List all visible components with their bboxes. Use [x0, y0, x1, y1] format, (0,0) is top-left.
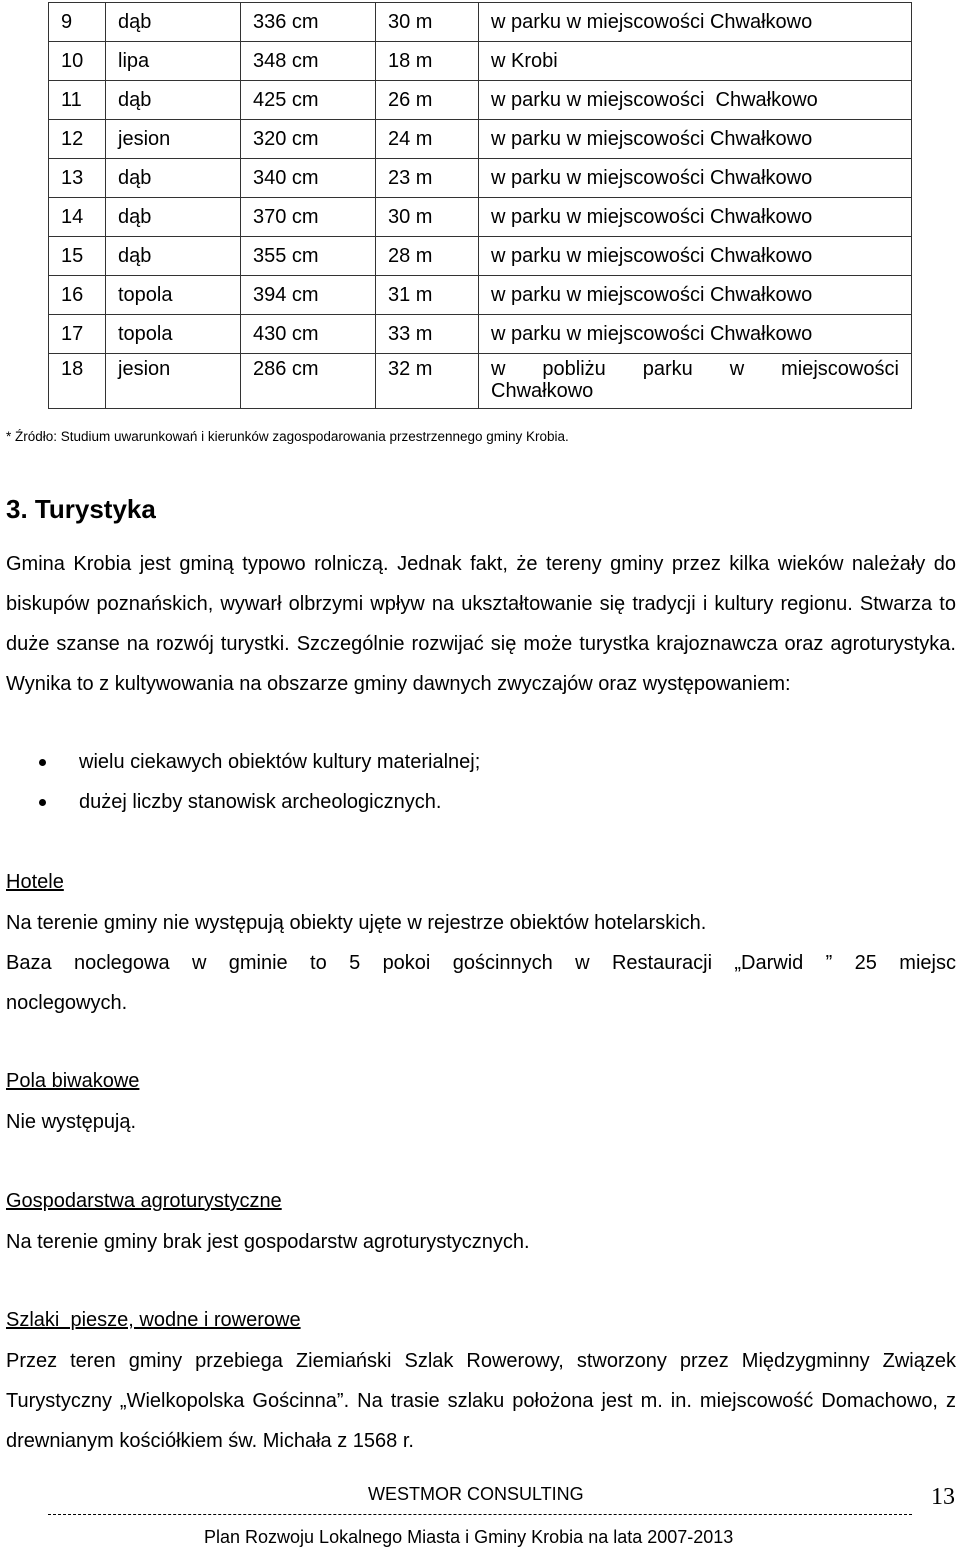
cell-height: 24 m [376, 120, 479, 159]
cell-height: 33 m [376, 315, 479, 354]
word: w [575, 952, 590, 974]
cell-height: 32 m [376, 354, 479, 409]
cell-nr: 11 [49, 81, 106, 120]
cell-circumference: 336 cm [241, 3, 376, 42]
cell-location: w parku w miejscowości Chwałkowo [479, 120, 912, 159]
cell-nr: 9 [49, 3, 106, 42]
word: Restauracji [611, 952, 713, 974]
cell-location: w parku w miejscowości Chwałkowo [479, 315, 912, 354]
intro-paragraph: Gmina Krobia jest gminą typowo rolniczą. Jednak fakt, że tereny gminy przez kilka wieków należały do biskupów poznańskich, wywarł olbrzymi wpływ na ukształtowanie się tradycji i kultury regionu. Stwarza to duże szanse na rozwój turystki. Szczególnie rozwijać się może turystka krajoznawcza oraz agroturystyka. Wynika to z kultywowania na obszarze gminy dawnych zwyczajów oraz występowaniem: [6, 553, 956, 695]
trails-heading: Szlaki piesze, wodne i rowerowe [6, 1309, 301, 1331]
cell-height: 30 m [376, 3, 479, 42]
cell-nr: 18 [49, 354, 106, 409]
word: noclegowa [73, 952, 170, 974]
cell-height: 28 m [376, 237, 479, 276]
cell-circumference: 286 cm [241, 354, 376, 409]
cell-circumference: 320 cm [241, 120, 376, 159]
cell-species: jesion [106, 354, 241, 409]
cell-species: dąb [106, 198, 241, 237]
cell-nr: 12 [49, 120, 106, 159]
list-item [0, 742, 480, 782]
word: gościnnych [452, 952, 553, 974]
table-row [49, 354, 912, 409]
agro-heading: Gospodarstwa agroturystyczne [6, 1190, 282, 1212]
agro-text: Na terenie gminy brak jest gospodarstw agroturystycznych. [6, 1231, 530, 1253]
cell-nr: 16 [49, 276, 106, 315]
cell-location [479, 354, 912, 409]
cell-height: 23 m [376, 159, 479, 198]
cell-species: lipa [106, 42, 241, 81]
loc-word: pobliżu [542, 358, 606, 380]
word: w [191, 952, 207, 974]
cell-height: 26 m [376, 81, 479, 120]
table-row [49, 42, 912, 81]
word: ” [825, 952, 833, 974]
cell-nr: 13 [49, 159, 106, 198]
hotels-heading: Hotele [6, 871, 64, 893]
cell-nr: 17 [49, 315, 106, 354]
list-item-text: dużej liczby stanowisk archeologicznych. [79, 791, 442, 813]
cell-height: 18 m [376, 42, 479, 81]
cell-species: topola [106, 276, 241, 315]
table-row [49, 120, 912, 159]
cell-location: w parku w miejscowości Chwałkowo [479, 81, 912, 120]
cell-location: w parku w miejscowości Chwałkowo [479, 159, 912, 198]
trees-table [48, 2, 912, 409]
cell-species: dąb [106, 237, 241, 276]
word: 25 [854, 952, 877, 974]
cell-circumference: 370 cm [241, 198, 376, 237]
cell-location: w Krobi [479, 42, 912, 81]
cell-species: dąb [106, 3, 241, 42]
cell-circumference: 430 cm [241, 315, 376, 354]
camps-text: Nie występują. [6, 1111, 137, 1133]
table-row [49, 3, 912, 42]
cell-height: 31 m [376, 276, 479, 315]
bullet-list [0, 742, 480, 822]
table-row [49, 198, 912, 237]
footer-divider [48, 1514, 912, 1515]
camps-heading: Pola biwakowe [6, 1070, 140, 1092]
table-row [49, 315, 912, 354]
cell-nr: 10 [49, 42, 106, 81]
bullet-icon [39, 759, 46, 766]
section-title: 3. Turystyka [6, 494, 156, 524]
cell-nr: 15 [49, 237, 106, 276]
word: to [310, 952, 327, 974]
hotels-text-2 [6, 943, 956, 983]
word: „Darwid [734, 952, 804, 974]
cell-circumference: 355 cm [241, 237, 376, 276]
word: miejsc [899, 952, 956, 974]
loc-word: parku [642, 358, 693, 380]
list-item-text: wielu ciekawych obiektów kultury materialnej; [79, 751, 481, 773]
word: gminie [228, 952, 288, 974]
cell-species: jesion [106, 120, 241, 159]
cell-height: 30 m [376, 198, 479, 237]
loc-word: w [491, 358, 506, 380]
word: Baza [6, 952, 52, 974]
table-row [49, 81, 912, 120]
cell-species: topola [106, 315, 241, 354]
loc-word: miejscowości [781, 358, 899, 380]
table-row [49, 276, 912, 315]
table-row [49, 237, 912, 276]
cell-circumference: 394 cm [241, 276, 376, 315]
word: pokoi [382, 952, 431, 974]
cell-nr: 14 [49, 198, 106, 237]
cell-location: w parku w miejscowości Chwałkowo [479, 237, 912, 276]
page-number: 13 [931, 1484, 955, 1510]
bullet-icon [39, 799, 46, 806]
footer-brand: WESTMOR CONSULTING [368, 1484, 584, 1504]
table-row [49, 159, 912, 198]
trails-text: Przez teren gminy przebiega Ziemiański Szlak Rowerowy, stworzony przez Międzygminny Związek Turystyczny „Wielkopolska Gościnna”. Na trasie szlaku położona jest m. in. miejscowość Domachowo, z drewnianym kościółkiem św. Michała z 1568 r. [6, 1350, 956, 1452]
cell-location: w parku w miejscowości Chwałkowo [479, 276, 912, 315]
cell-circumference: 425 cm [241, 81, 376, 120]
cell-circumference: 340 cm [241, 159, 376, 198]
cell-location: w parku w miejscowości Chwałkowo [479, 3, 912, 42]
word: 5 [349, 952, 361, 974]
cell-species: dąb [106, 159, 241, 198]
source-note: * Źródło: Studium uwarunkowań i kierunków zagospodarowania przestrzennego gminy Krobia. [6, 429, 569, 444]
hotels-text-1: Na terenie gminy nie występują obiekty ujęte w rejestrze obiektów hotelarskich. [6, 912, 707, 934]
list-item [0, 782, 480, 822]
loc-word: w [729, 358, 745, 380]
loc-word: Chwałkowo [491, 380, 594, 402]
hotels-text-3: noclegowych. [6, 992, 128, 1014]
cell-species: dąb [106, 81, 241, 120]
cell-location: w parku w miejscowości Chwałkowo [479, 198, 912, 237]
cell-circumference: 348 cm [241, 42, 376, 81]
footer-plan-title: Plan Rozwoju Lokalnego Miasta i Gminy Krobia na lata 2007-2013 [204, 1527, 734, 1547]
